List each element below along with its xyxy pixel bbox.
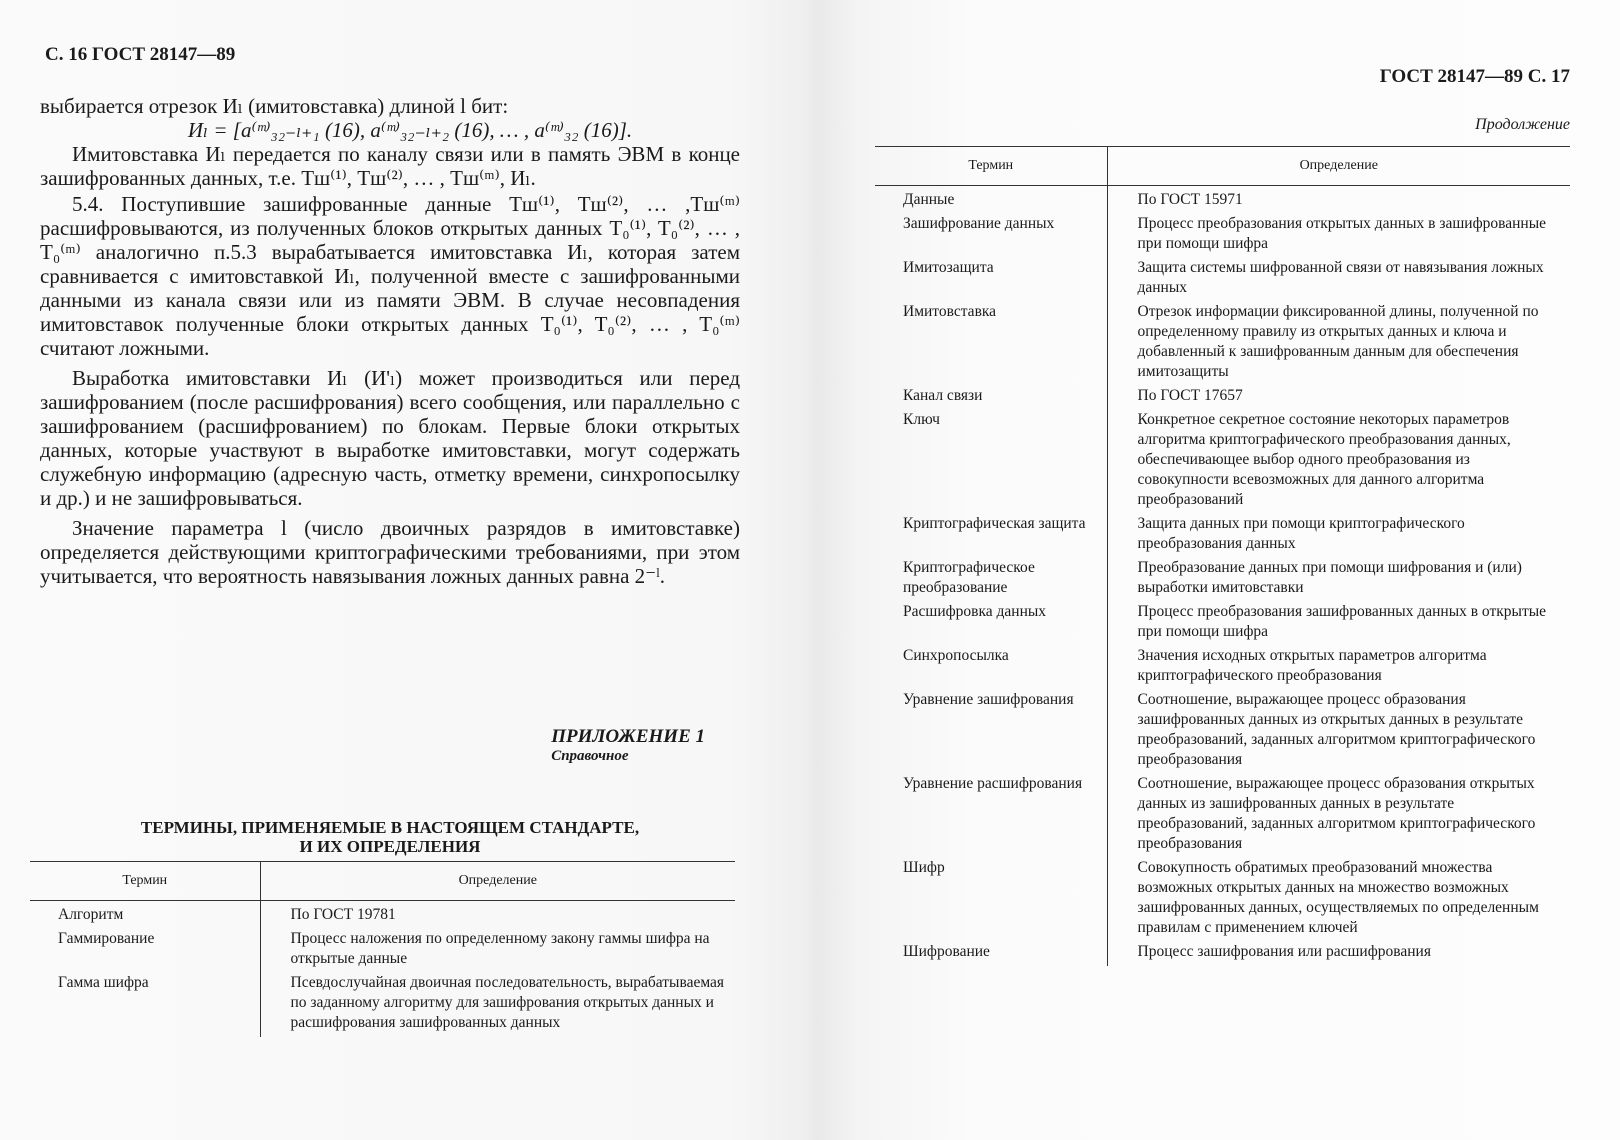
table-row: [875, 514, 1570, 558]
left-page: [30, 0, 740, 1140]
terms-table-left: [30, 861, 735, 1037]
table-row: [875, 214, 1570, 258]
table-row: [875, 386, 1570, 410]
term-cell: Алгоритм: [30, 901, 260, 930]
definition-cell: Процесс наложения по определенному закону гаммы шифра на открытые данные: [290, 930, 710, 967]
appendix-subtitle: Справочное: [551, 748, 629, 764]
definition-cell: Процесс преобразования открытых данных в зашифрованные при помощи шифра: [1137, 215, 1547, 252]
paragraph: выбирается отрезок Иₗ (имитовставка) длиной l бит:: [40, 94, 509, 118]
table-row: [875, 646, 1570, 690]
definition-cell: Процесс преобразования зашифрованных данных в открытые при помощи шифра: [1137, 603, 1547, 640]
term-cell: Имитозащита: [875, 258, 1107, 302]
paragraph: Значение параметра l (число двоичных разрядов в имитовставке) определяется действующими криптографическими требованиями, при этом учитывается, что вероятность навязывания ложных данных равна 2⁻ˡ.: [40, 516, 740, 588]
section-heading-line2: И ИХ ОПРЕДЕЛЕНИЯ: [299, 837, 481, 856]
table-row: [875, 602, 1570, 646]
definition-cell: По ГОСТ 15971: [1137, 191, 1243, 208]
column-header-term: Термин: [875, 147, 1107, 186]
right-running-head: ГОСТ 28147—89 С. 17: [1379, 66, 1570, 87]
definition-cell: По ГОСТ 19781: [290, 906, 396, 923]
definition-cell: По ГОСТ 17657: [1137, 387, 1243, 404]
table-row: [875, 186, 1570, 215]
terms-table-right: [875, 146, 1570, 966]
table-row: [875, 258, 1570, 302]
table-row: [30, 901, 735, 930]
table-row: [875, 774, 1570, 858]
paragraph: Выработка имитовставки Иₗ (И'ₗ) может производиться или перед зашифрованием (после расшифрования) всего сообщения, или параллельно с зашифрованием (расшифрованием) по блокам. Первые блоки открытых данных, которые участвуют в выработке имитовставки, могут содержать служебную информацию (адресную часть, отметку времени, синхропосылку и др.) и не зашифровываться.: [40, 366, 740, 510]
term-cell: Расшифровка данных: [875, 602, 1107, 646]
table-row: [875, 690, 1570, 774]
paragraph: 5.4. Поступившие зашифрованные данные Tш⁽¹⁾, Tш⁽²⁾, … ,Tш⁽ᵐ⁾ расшифровываются, из полученных блоков открытых данных T₀⁽¹⁾, T₀⁽²⁾, … , T₀⁽ᵐ⁾ аналогично п.5.3 вырабатывается имитовставка Иₗ, которая затем сравнивается с имитовставкой Иₗ, полученной вместе с зашифрованными данными из канала связи или из памяти ЭВМ. В случае несовпадения имитовставок полученные блоки открытых данных T₀⁽¹⁾, T₀⁽²⁾, … , T₀⁽ᵐ⁾ считают ложными.: [40, 192, 740, 360]
term-cell: Криптографическая защита: [875, 514, 1107, 558]
table-row: [875, 558, 1570, 602]
table-row: [875, 858, 1570, 942]
section-heading: [90, 818, 690, 856]
left-body-text: [40, 94, 740, 588]
table-row: [875, 410, 1570, 514]
term-cell: Канал связи: [875, 386, 1107, 410]
term-cell: Гаммирование: [30, 929, 260, 973]
definition-cell: Защита системы шифрованной связи от навязывания ложных данных: [1137, 259, 1544, 296]
continuation-label: Продолжение: [1475, 116, 1570, 133]
definition-cell: Преобразование данных при помощи шифрования и (или) выработки имитовставки: [1137, 559, 1522, 596]
appendix-title: ПРИЛОЖЕНИЕ 1: [551, 726, 705, 747]
definition-cell: Совокупность обратимых преобразований множества возможных открытых данных на множество возможных зашифрованных данных, осуществляемых по определенным правилам с применением ключей: [1137, 859, 1539, 936]
table-row: [875, 942, 1570, 966]
right-page: [875, 0, 1570, 1140]
term-cell: Данные: [875, 186, 1107, 215]
definition-cell: Защита данных при помощи криптографического преобразования данных: [1137, 515, 1465, 552]
term-cell: Синхропосылка: [875, 646, 1107, 690]
table-row: [30, 929, 735, 973]
column-header-term: Термин: [30, 862, 260, 901]
term-cell: Гамма шифра: [30, 973, 260, 1037]
definition-cell: Соотношение, выражающее процесс образования зашифрованных данных из открытых данных в результате преобразований, заданных алгоритмом криптографического преобразования: [1137, 691, 1536, 768]
term-cell: Имитовставка: [875, 302, 1107, 386]
column-header-definition: Определение: [1107, 147, 1570, 186]
term-cell: Уравнение зашифрования: [875, 690, 1107, 774]
left-running-head: С. 16 ГОСТ 28147—89: [45, 44, 236, 65]
definition-cell: Конкретное секретное состояние некоторых параметров алгоритма криптографического преобразования данных, обеспечивающее выбор одного преобразования из совокупности всевозможных для данного алгоритма преобразований: [1137, 411, 1511, 508]
section-heading-line1: ТЕРМИНЫ, ПРИМЕНЯЕМЫЕ В НАСТОЯЩЕМ СТАНДАРТЕ,: [140, 818, 640, 837]
definition-cell: Процесс зашифрования или расшифрования: [1137, 943, 1431, 960]
definition-cell: Отрезок информации фиксированной длины, полученной по определенному правилу из открытых данных и ключа и добавленный к зашифрованным данным для обеспечения имитозащиты: [1137, 303, 1539, 380]
definition-cell: Соотношение, выражающее процесс образования открытых данных из зашифрованных данных в результате преобразований, заданных алгоритмом криптографического преобразования: [1137, 775, 1536, 852]
term-cell: Шифрование: [875, 942, 1107, 966]
definition-cell: Значения исходных открытых параметров алгоритма криптографического преобразования: [1137, 647, 1487, 684]
term-cell: Зашифрование данных: [875, 214, 1107, 258]
term-cell: Уравнение расшифрования: [875, 774, 1107, 858]
table-row: [875, 302, 1570, 386]
column-header-definition: Определение: [260, 862, 735, 901]
paragraph: Имитовставка Иₗ передается по каналу связи или в память ЭВМ в конце зашифрованных данных, т.е. Tш⁽¹⁾, Tш⁽²⁾, … , Tш⁽ᵐ⁾, Иₗ.: [40, 142, 740, 190]
formula: Иₗ = [a⁽ᵐ⁾₃₂₋ₗ₊₁ (16), a⁽ᵐ⁾₃₂₋ₗ₊₂ (16), … , a⁽ᵐ⁾₃₂ (16)].: [187, 118, 633, 142]
appendix-label: [551, 726, 705, 765]
term-cell: Ключ: [875, 410, 1107, 514]
term-cell: Шифр: [875, 858, 1107, 942]
definition-cell: Псевдослучайная двоичная последовательность, вырабатываемая по заданному алгоритму для зашифрования открытых данных и расшифрования зашифрованных данных: [290, 974, 725, 1031]
table-row: [30, 973, 735, 1037]
term-cell: Криптографическое преобразование: [875, 558, 1107, 602]
